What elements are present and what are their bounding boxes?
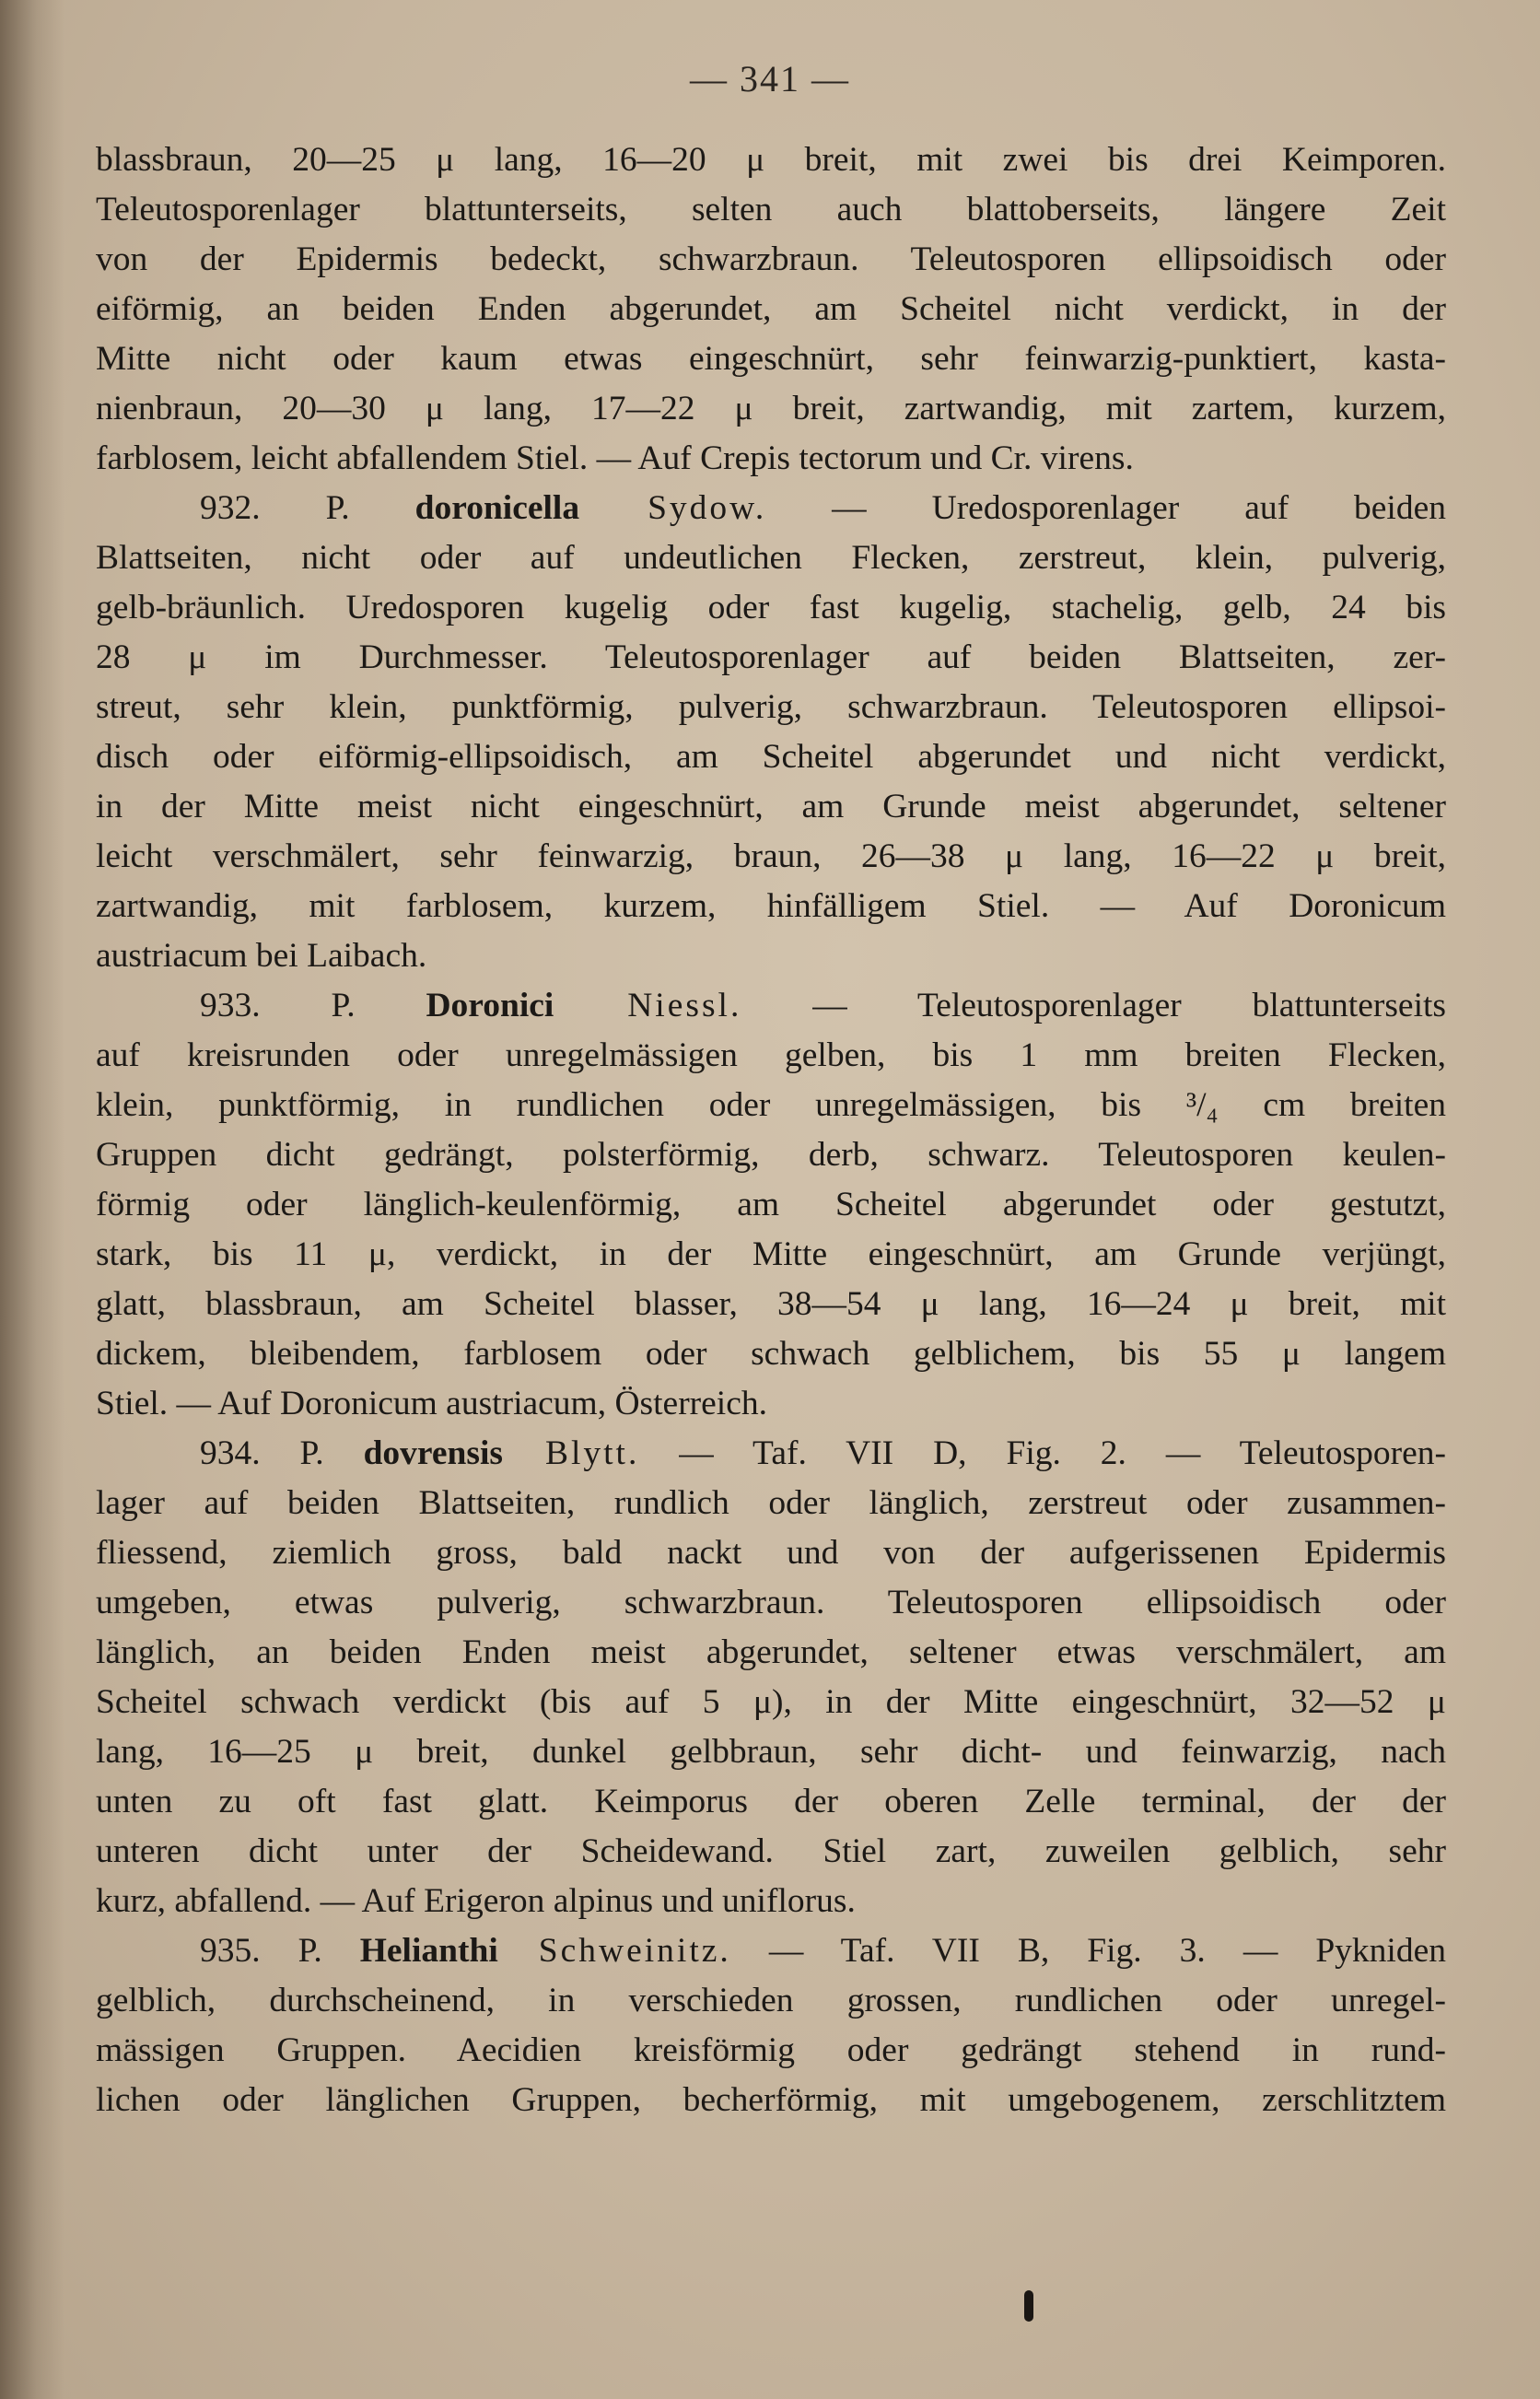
entry-number: 935. — [200, 1932, 261, 1970]
text-line: Stiel. — Auf Doronicum austriacum, Österreich. — [96, 1385, 767, 1422]
entry-number: 933. — [200, 987, 261, 1024]
text-line: gelb-bräunlich. Uredosporen kugelig oder fast kugelig, stachelig, gelb, 24 bis — [96, 589, 1446, 626]
genus-abbrev: P. — [260, 1932, 360, 1970]
text-line: länglich, an beiden Enden meist abgerundet, seltener etwas verschmälert, am — [96, 1633, 1446, 1671]
species-name: dovrensis — [363, 1434, 504, 1472]
text-line: fliessend, ziemlich gross, bald nackt und von der aufgerissenen Epidermis — [96, 1534, 1446, 1572]
genus-abbrev: P. — [260, 489, 415, 527]
text-line: lichen oder länglichen Gruppen, becherförmig, mit umgebogenem, zerschlitztem — [96, 2081, 1446, 2119]
text-line: farblosem, leicht abfallendem Stiel. — Auf Crepis tectorum und Cr. virens. — [96, 439, 1134, 477]
entry-text: — Uredosporenlager auf beiden — [766, 489, 1446, 527]
text-line: unteren dicht unter der Scheidewand. Stiel zart, zuweilen gelblich, sehr — [96, 1832, 1446, 1870]
text-line: gelblich, durchscheinend, in verschieden grossen, rundlichen oder unregel- — [96, 1982, 1446, 2019]
text-line: glatt, blassbraun, am Scheitel blasser, 38—54 μ lang, 16—24 μ breit, mit — [96, 1285, 1446, 1323]
entry-heading-932 — [200, 486, 1446, 531]
text-line: zartwandig, mit farblosem, kurzem, hinfälligem Stiel. — Auf Doronicum — [96, 887, 1446, 925]
text-line: disch oder eiförmig-ellipsoidisch, am Scheitel abgerundet und nicht verdickt, — [96, 738, 1446, 776]
genus-abbrev: P. — [260, 987, 426, 1024]
text-line: in der Mitte meist nicht eingeschnürt, am Grunde meist abgerundet, seltener — [96, 788, 1446, 825]
text-line: förmig oder länglich-keulenförmig, am Scheitel abgerundet oder gestutzt, — [96, 1186, 1446, 1223]
author-name: Sydow. — [579, 489, 767, 527]
text-line: eiförmig, an beiden Enden abgerundet, am Scheitel nicht verdickt, in der — [96, 290, 1446, 328]
entry-heading-933 — [200, 984, 1446, 1028]
text-line: stark, bis 11 μ, verdickt, in der Mitte eingeschnürt, am Grunde verjüngt, — [96, 1235, 1446, 1273]
text-line: Blattseiten, nicht oder auf undeutlichen Flecken, zerstreut, klein, pulverig, — [96, 539, 1446, 577]
text-line: lager auf beiden Blattseiten, rundlich oder länglich, zerstreut oder zusammen- — [96, 1484, 1446, 1522]
text-line: 28 μ im Durchmesser. Teleutosporenlager auf beiden Blattseiten, zer- — [96, 638, 1446, 676]
text-line: dickem, bleibendem, farblosem oder schwach gelblichem, bis 55 μ langem — [96, 1335, 1446, 1373]
entry-number: 934. — [200, 1434, 261, 1472]
text-line: streut, sehr klein, punktförmig, pulverig, schwarzbraun. Teleutosporen ellipsoi- — [96, 688, 1446, 726]
page-number: — 341 — — [690, 58, 850, 99]
entry-heading-935 — [200, 1929, 1446, 1973]
entry-heading-934 — [200, 1432, 1446, 1476]
author-name: Niessl. — [554, 987, 742, 1024]
entry-number: 932. — [200, 489, 261, 527]
text-line: leicht verschmälert, sehr feinwarzig, braun, 26—38 μ lang, 16—22 μ breit, — [96, 837, 1446, 875]
ink-speck — [1024, 2290, 1033, 2322]
text-line: kurz, abfallend. — Auf Erigeron alpinus und uniflorus. — [96, 1882, 856, 1920]
entry-text: — Teleutosporenlager blattunterseits — [741, 987, 1446, 1024]
text-line: von der Epidermis bedeckt, schwarzbraun. Teleutosporen ellipsoidisch oder — [96, 240, 1446, 278]
text-line: mässigen Gruppen. Aecidien kreisförmig oder gedrängt stehend in rund- — [96, 2031, 1446, 2069]
text-line: austriacum bei Laibach. — [96, 937, 427, 975]
entry-text: — Taf. VII B, Fig. 3. — Pykniden — [730, 1932, 1446, 1970]
text-line: blassbraun, 20—25 μ lang, 16—20 μ breit, mit zwei bis drei Keimporen. — [96, 141, 1446, 179]
species-name: Doronici — [426, 987, 554, 1024]
text-line: Mitte nicht oder kaum etwas eingeschnürt, sehr feinwarzig-punktiert, kasta- — [96, 340, 1446, 378]
entry-text: — Taf. VII D, Fig. 2. — Teleutosporen- — [639, 1434, 1446, 1472]
author-name: Schweinitz. — [497, 1932, 731, 1970]
author-name: Blytt. — [503, 1434, 640, 1472]
species-name: Helianthi — [359, 1932, 498, 1970]
text-line: klein, punktförmig, in rundlichen oder unregelmässigen, bis ³/₄ cm breiten — [96, 1086, 1446, 1124]
text-line: auf kreisrunden oder unregelmässigen gelben, bis 1 mm breiten Flecken, — [96, 1036, 1446, 1074]
text-line: Gruppen dicht gedrängt, polsterförmig, derb, schwarz. Teleutosporen keulen- — [96, 1136, 1446, 1174]
genus-abbrev: P. — [260, 1434, 364, 1472]
text-line: Scheitel schwach verdickt (bis auf 5 μ), in der Mitte eingeschnürt, 32—52 μ — [96, 1683, 1446, 1721]
text-line: unten zu oft fast glatt. Keimporus der oberen Zelle terminal, der der — [96, 1783, 1446, 1820]
species-name: doronicella — [414, 489, 580, 527]
text-line: lang, 16—25 μ breit, dunkel gelbbraun, sehr dicht- und feinwarzig, nach — [96, 1733, 1446, 1771]
text-line: nienbraun, 20—30 μ lang, 17—22 μ breit, zartwandig, mit zartem, kurzem, — [96, 390, 1446, 427]
text-line: Teleutosporenlager blattunterseits, selten auch blattoberseits, längere Zeit — [96, 191, 1446, 228]
text-line: umgeben, etwas pulverig, schwarzbraun. Teleutosporen ellipsoidisch oder — [96, 1584, 1446, 1621]
